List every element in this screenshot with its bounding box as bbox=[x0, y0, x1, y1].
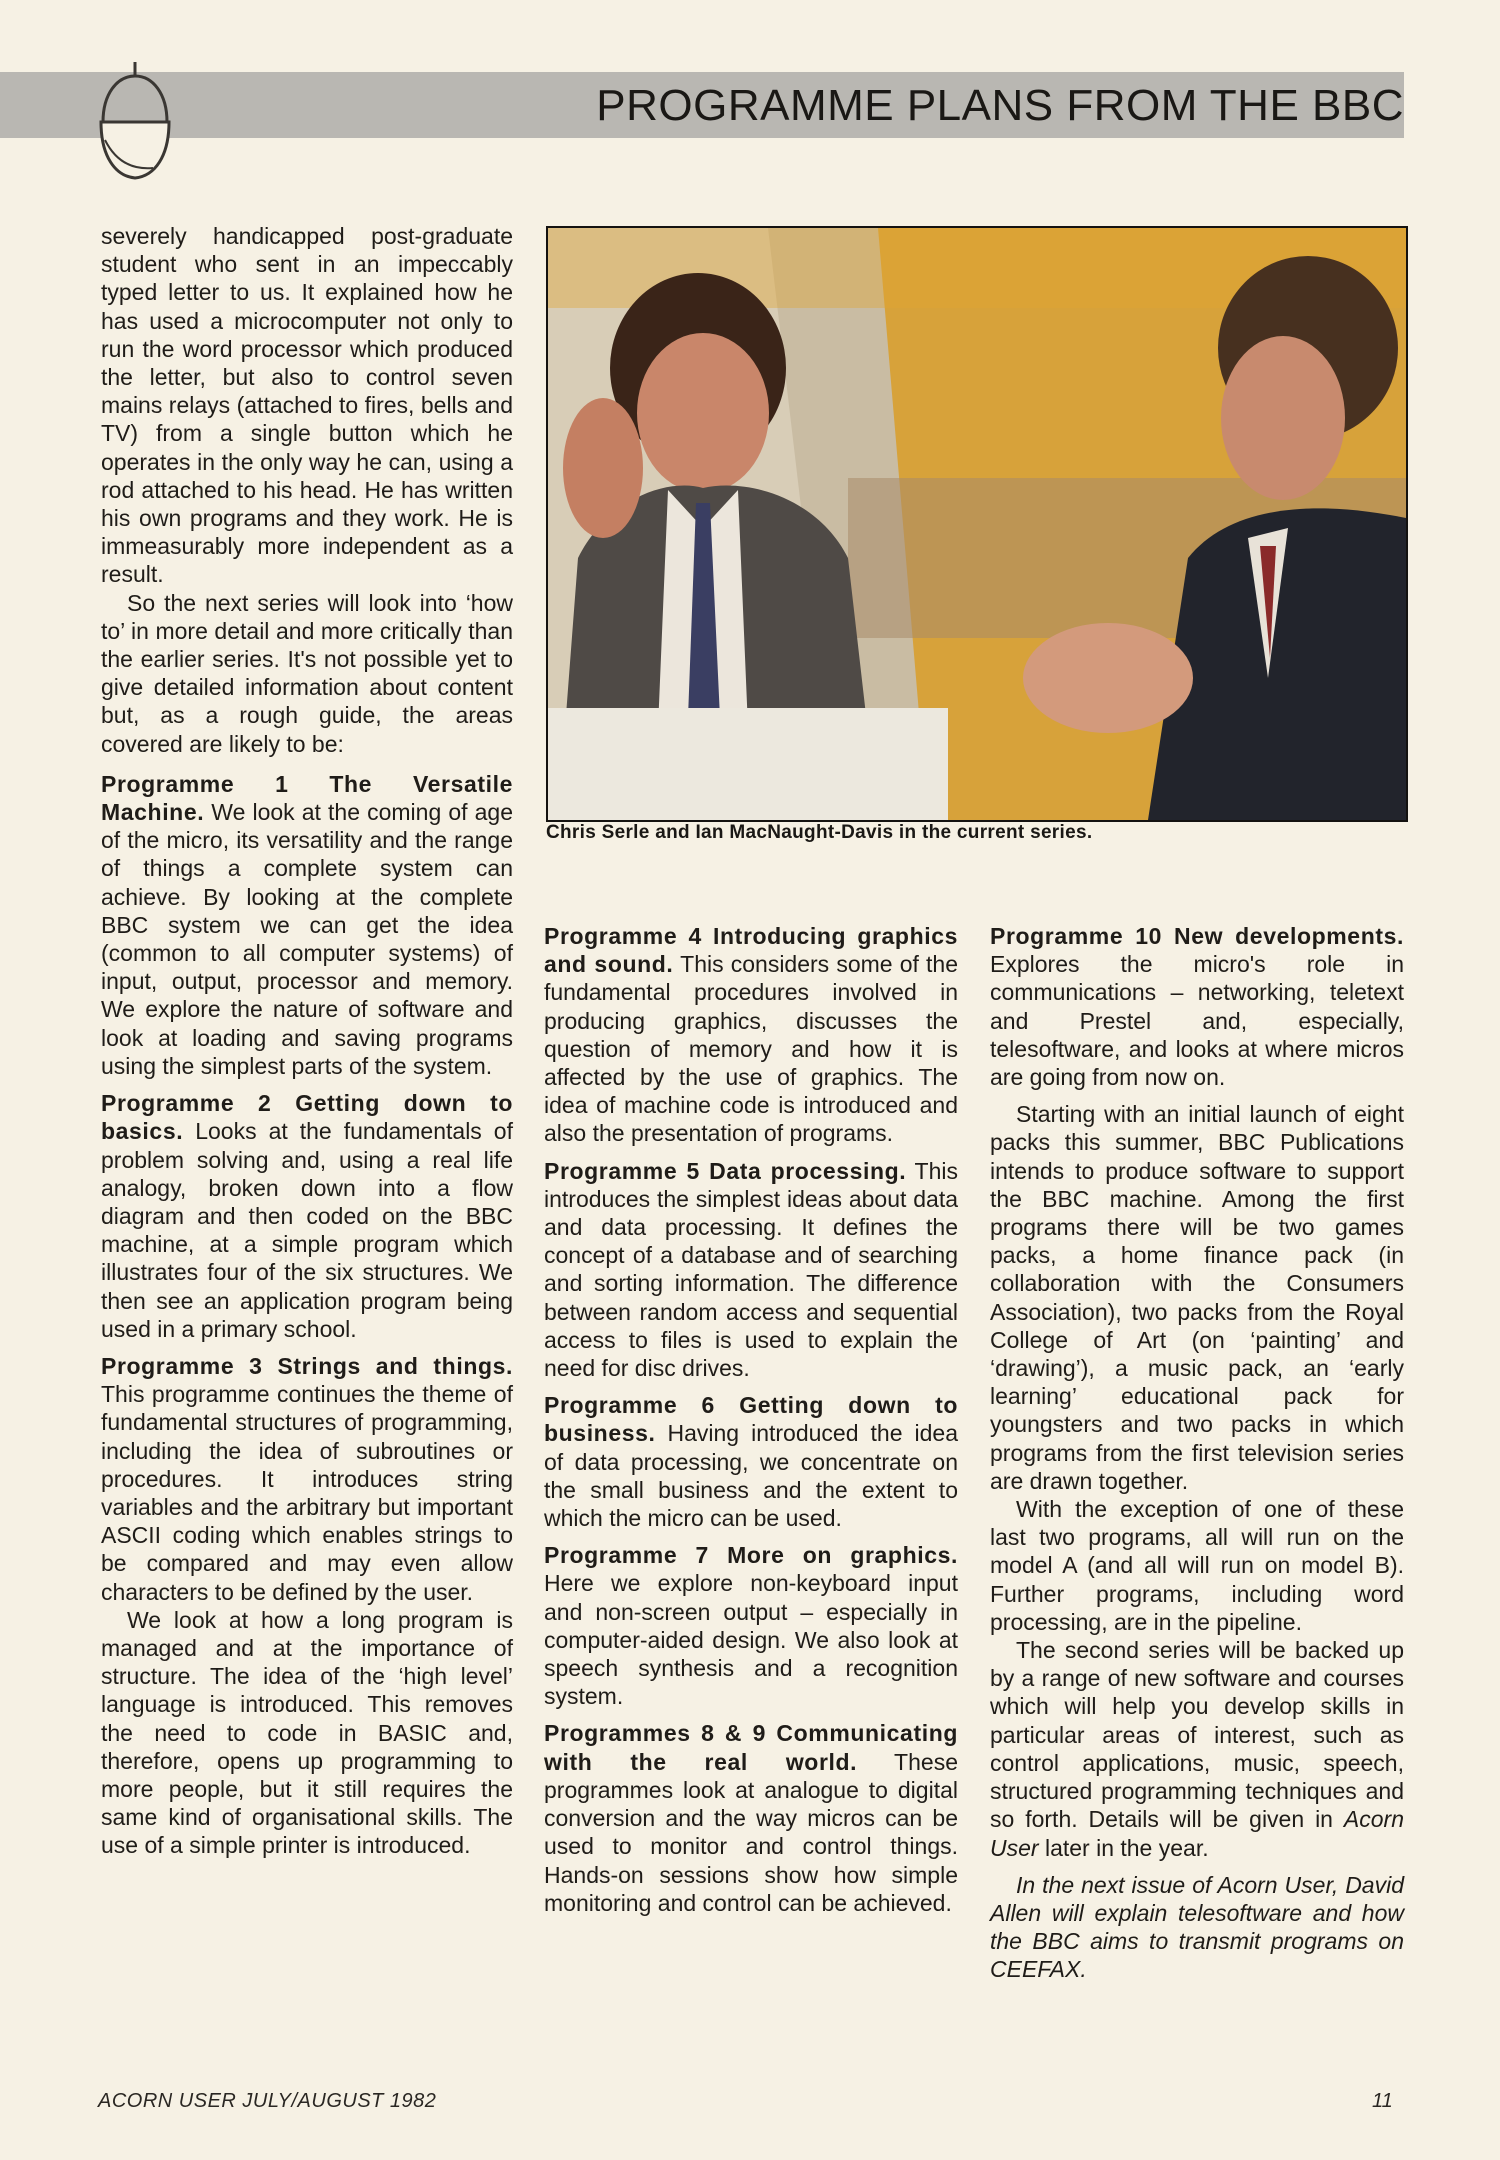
paragraph: severely handicapped post-graduate student who sent in an impeccably typed letter to us. It explained how he has used a microcomputer not only to run the word processor which produced the letter, but also to control seven mains relays (attached to fires, bells and TV) from a single button which he operates in the only way he can, using a rod attached to his head. He has written his own programs and they work. He is immeasurably more independent as a result. bbox=[101, 223, 513, 588]
magazine-name: Acorn User bbox=[990, 1806, 1404, 1861]
programme-4 bbox=[544, 922, 958, 1148]
programme-8-9 bbox=[544, 1719, 958, 1916]
programme-7 bbox=[544, 1541, 958, 1710]
programme-text: These programmes look at analogue to digital conversion and the way micros can be used to monitor and control things. Hands-on sessions show how simple monitoring and control can be achieved. bbox=[544, 1748, 958, 1916]
page-title: PROGRAMME PLANS FROM THE BBC bbox=[596, 81, 1404, 130]
programme-10 bbox=[990, 922, 1404, 1091]
programme-text: Having introduced the idea of data processing, we concentrate on the small business and the extent to which the micro can be used. bbox=[544, 1420, 958, 1532]
programme-heading: Programmes 8 & 9 Communicating with the real world. bbox=[544, 1720, 958, 1775]
column-1 bbox=[101, 222, 513, 1860]
paragraph: With the exception of one of these last two programs, all will run on the model A (and all will run on model B). Further programs, including word processing, are in the pipeline. bbox=[990, 1496, 1404, 1635]
next-issue-text: In the next issue of Acorn User, David Allen will explain telesoftware and how the BBC aims to transmit programs on CEEFAX. bbox=[990, 1871, 1404, 1983]
paragraph-text: later in the year. bbox=[1038, 1834, 1209, 1861]
column-2 bbox=[544, 922, 958, 1917]
photo-caption: Chris Serle and Ian MacNaught-Davis in the current series. bbox=[546, 822, 1093, 843]
next-issue-note bbox=[990, 1871, 1404, 1984]
programme-1 bbox=[101, 770, 513, 1080]
programme-text: Looks at the fundamentals of problem solving and, using a real life analogy, broken down into a flow diagram and then coded on the BBC machine, at a simple program which illustrates four of the six structures. We then see an application program being used in a primary school. bbox=[101, 1118, 513, 1342]
programme-text: This considers some of the fundamental procedures involved in producing graphics, discusses the question of memory and how it is affected by the use of graphics. The idea of machine code is introduced and also the presentation of programs. bbox=[544, 951, 958, 1147]
footer-issue: ACORN USER JULY/AUGUST 1982 bbox=[98, 2090, 437, 2112]
programme-6 bbox=[544, 1391, 958, 1532]
programme-text: Here we explore non-keyboard input and non-screen output – especially in computer-aided design. We also look at speech synthesis and a recognition system. bbox=[544, 1570, 958, 1710]
programme-3 bbox=[101, 1352, 513, 1606]
programme-text: We look at the coming of age of the micro, its versatility and the range of things a complete system can achieve. By looking at the complete BBC system we can get the idea (common to all computer systems) of input, output, processor and memory. We explore the nature of software and look at loading and saving programs using the simplest parts of the system. bbox=[101, 799, 513, 1079]
programme-heading: Programme 1 The Versatile Machine. bbox=[101, 770, 513, 826]
programme-heading: Programme 6 Getting down to business. bbox=[544, 1392, 958, 1447]
programme-text: Explores the micro's role in communications – networking, teletext and Prestel and, especially, telesoftware, and looks at where micros are going from now on. bbox=[990, 951, 1404, 1091]
programme-heading: Programme 4 Introducing graphics and sound. bbox=[544, 923, 958, 978]
programme-5 bbox=[544, 1157, 958, 1383]
paragraph: Starting with an initial launch of eight packs this summer, BBC Publications intends to produce software to support the BBC machine. Among the first programs there will be two games packs, a home finance pack (in collaboration with the Consumers Association), two packs from the Royal College of Art (on ‘painting’ and ‘drawing’), a music pack, an ‘early learning’ educational pack for youngsters and two packs in which programs from the first television series are drawn together. bbox=[990, 1101, 1404, 1494]
paragraph: So the next series will look into ‘how to’ in more detail and more critically than the earlier series. It's not possible yet to give detailed information about content but, as a rough guide, the areas covered are likely to be: bbox=[101, 589, 513, 757]
paragraph: We look at how a long program is managed and at the importance of structure. The idea of the ‘high level’ language is introduced. This removes the need to code in BASIC and, therefore, opens up programming to more people, but it still requires the same kind of organisational skills. The use of a simple printer is introduced. bbox=[101, 1606, 513, 1859]
programme-text: This programme continues the theme of fundamental structures of programming, including the idea of subroutines or procedures. It introduces string variables and the arbitrary but important ASCII coding which enables strings to be compared and may even allow characters to be defined by the user. bbox=[101, 1381, 513, 1605]
column-3 bbox=[990, 922, 1404, 1984]
programme-heading: Programme 2 Getting down to basics. bbox=[101, 1090, 513, 1145]
programme-2 bbox=[101, 1089, 513, 1343]
page-number: 11 bbox=[1372, 2090, 1393, 2112]
programme-heading: Programme 7 More on graphics. bbox=[544, 1542, 958, 1569]
programme-text: This introduces the simplest ideas about data and data processing. It defines the concept of a database and of searching and sorting information. The difference between random access and sequential access to files is used to explain the need for disc drives. bbox=[544, 1157, 958, 1382]
programme-heading: Programme 3 Strings and things. bbox=[101, 1352, 513, 1379]
programme-heading: Programme 5 Data processing. bbox=[544, 1157, 907, 1184]
paragraph bbox=[990, 1636, 1404, 1862]
acorn-icon bbox=[95, 60, 175, 188]
paragraph-text: The second series will be backed up by a range of new software and courses which will help you develop skills in particular areas of interest, such as control applications, music, speech, structured programming techniques and so forth. Details will be given in bbox=[990, 1637, 1404, 1833]
photo bbox=[546, 226, 1408, 822]
studio-photo-illustration bbox=[548, 228, 1406, 820]
programme-heading: Programme 10 New developments. bbox=[990, 923, 1404, 949]
